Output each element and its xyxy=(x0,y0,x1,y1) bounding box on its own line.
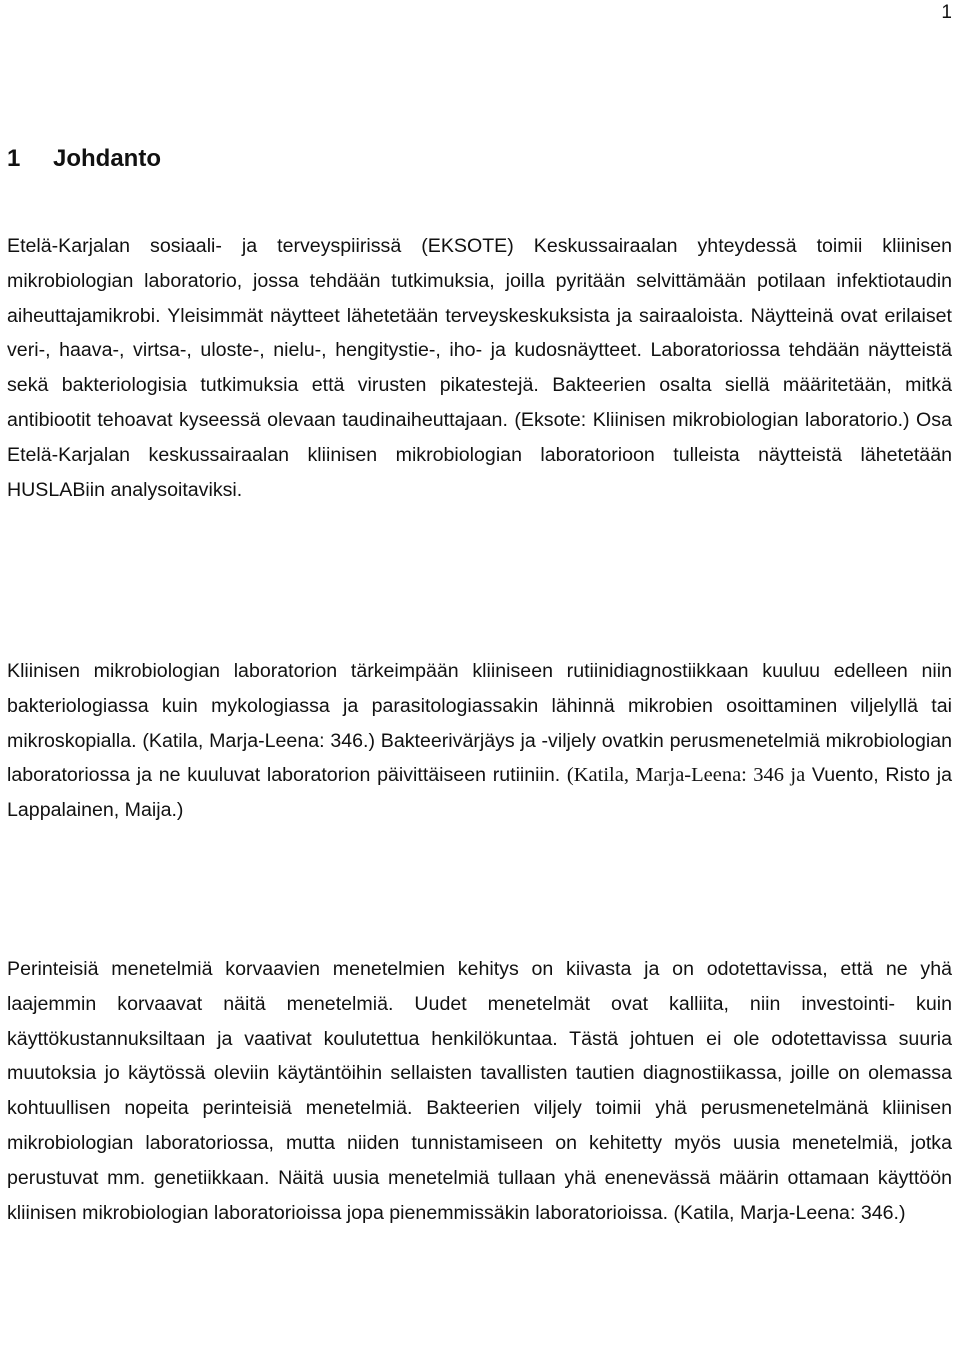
chapter-heading xyxy=(7,144,161,174)
chapter-number: 1 xyxy=(7,145,21,172)
paragraph-diagnostics-text: Kliinisen mikrobiologian laboratorion tärkeimpään kliiniseen rutiinidiagnostiikkaan kuuluu edelleen niin bakteriologiassa kuin mykologiassa ja parasitologiassakin lähinnä mikrobien osoittaminen viljelyllä tai mikroskopialla. (Katila, Marja-Leena: 346.) Bakteerivärjäys ja -viljely ovatkin perusmenetelmiä mikrobiologian laboratoriossa ja ne kuuluvat laboratorion päivittäiseen rutiiniin. xyxy=(7,660,952,787)
paragraph-introduction: Etelä-Karjalan sosiaali- ja terveyspiirissä (EKSOTE) Keskussairaalan yhteydessä toimii kliinisen mikrobiologian laboratorio, jossa tehdään tutkimuksia, joilla pyritään selvittämään potilaan infektiotaudin aiheuttajamikrobi. Yleisimmät näytteet lähetetään terveyskeskuksista ja sairaaloista. Näytteinä ovat erilaiset veri-, haava-, virtsa-, uloste-, nielu-, hengitystie-, iho- ja kudosnäytteet. Laboratoriossa tehdään näytteistä sekä bakteriologisia tutkimuksia että virusten pikatestejä. Bakteerien osalta siellä määritetään, mitkä antibiootit tehoavat kyseessä olevaan taudinaiheuttajaan. (Eksote: Kliinisen mikrobiologian laboratorio.) Osa Etelä-Karjalan keskussairaalan kliinisen mikrobiologian laboratorioon tulleista näytteistä lähetetään HUSLABiin analysoitaviksi. xyxy=(7,235,952,501)
citation-serif: (Katila, Marja-Leena: 346 ja xyxy=(566,764,806,787)
citation-continuation: Vuento, Risto ja Lappalainen, Maija.) xyxy=(7,764,953,822)
page-number: 1 xyxy=(941,2,952,23)
paragraph-diagnostics xyxy=(7,654,952,828)
chapter-title: Johdanto xyxy=(53,145,161,172)
paragraph-new-methods: Perinteisiä menetelmiä korvaavien menetelmien kehitys on kiivasta ja on odotettavissa, että ne yhä laajemmin korvaavat näitä menetelmiä. Uudet menetelmät ovat kalliita, niin investointi- kuin käyttökustannuksiltaan ja vaativat koulutettua henkilökuntaa. Tästä johtuen ei ole odotettavissa suuria muutoksia jo käytössä oleviin käytäntöihin sellaisten tavallisten tautien diagnostiikassa, joille on olemassa kohtuullisen nopeita perinteisiä menetelmiä. Bakteerien viljely toimii yhä perusmenetelmänä kliinisen mikrobiologian laboratoriossa, mutta niiden tunnistamiseen on kehitetty myös uusia menetelmiä, jotka perustuvat mm. genetiikkaan. Näitä uusia menetelmiä tullaan yhä enenevässä määrin ottamaan käyttöön kliinisen mikrobiologian laboratorioissa jopa pienemmissäkin laboratorioissa. (Katila, Marja-Leena: 346.) xyxy=(7,958,952,1224)
